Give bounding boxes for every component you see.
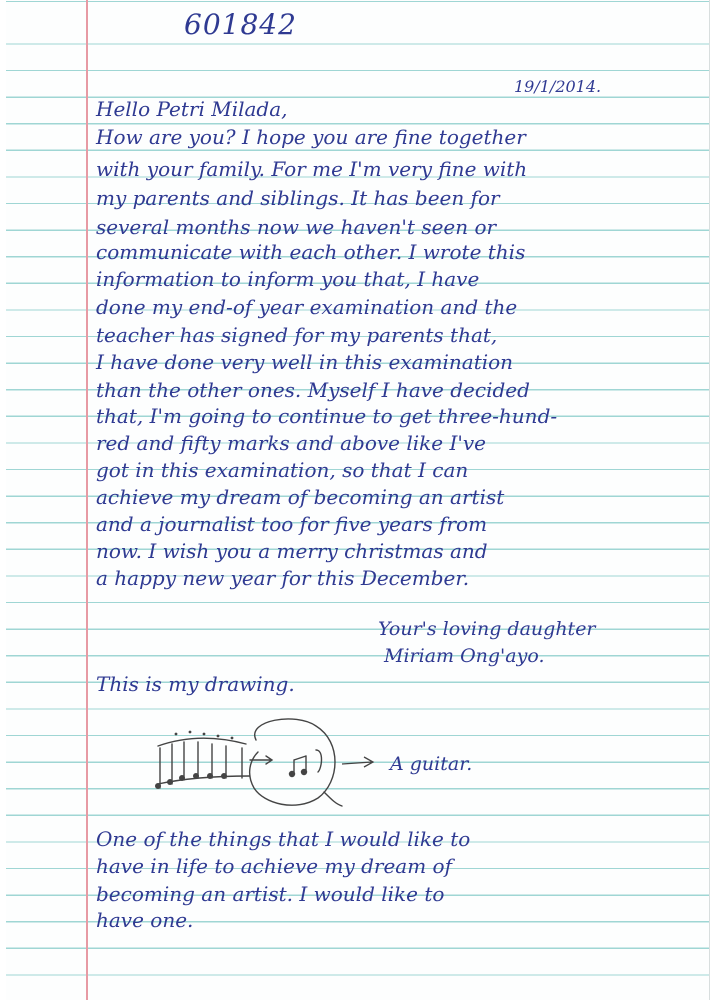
notebook-page [6, 0, 710, 1000]
letter-line: that, I'm going to continue to get three-hund- [96, 404, 558, 428]
guitar-label: A guitar. [390, 753, 473, 775]
letter-line: than the other ones. Myself I have decided [96, 378, 530, 402]
reference-number: 601842 [184, 8, 297, 41]
letter-line: How are you? I hope you are fine together [96, 125, 526, 149]
paragraph-line: One of the things that I would like to [96, 827, 471, 851]
letter-line: communicate with each other. I wrote this [96, 240, 526, 264]
guitar-drawing [146, 712, 376, 812]
letter-date: 19/1/2014. [514, 77, 602, 96]
letter-line: I have done very well in this examination [96, 350, 514, 374]
paragraph-line: have in life to achieve my dream of [96, 854, 452, 878]
letter-line: and a journalist too for five years from [96, 512, 488, 536]
closing-salutation: Your's loving daughter [378, 618, 596, 640]
letter-line: got in this examination, so that I can [96, 458, 469, 482]
greeting: Hello Petri Milada, [96, 97, 288, 121]
letter-line: done my end-of year examination and the [96, 295, 518, 319]
letter-line: achieve my dream of becoming an artist [96, 485, 505, 509]
signature: Miriam Ong'ayo. [384, 645, 545, 667]
letter-line: red and fifty marks and above like I've [96, 431, 487, 455]
letter-line: information to inform you that, I have [96, 267, 480, 291]
paragraph-line: becoming an artist. I would like to [96, 882, 445, 906]
letter-line: with your family. For me I'm very fine with [96, 157, 528, 181]
letter-line: teacher has signed for my parents that, [96, 323, 498, 347]
paragraph-line: have one. [96, 908, 194, 932]
letter-line: my parents and siblings. It has been for [96, 186, 500, 210]
letter-line: several months now we haven't seen or [96, 215, 497, 239]
letter-line: now. I wish you a merry christmas and [96, 539, 488, 563]
letter-line: a happy new year for this December. [96, 566, 470, 590]
margin-line [86, 0, 88, 1000]
drawing-caption: This is my drawing. [96, 672, 295, 696]
